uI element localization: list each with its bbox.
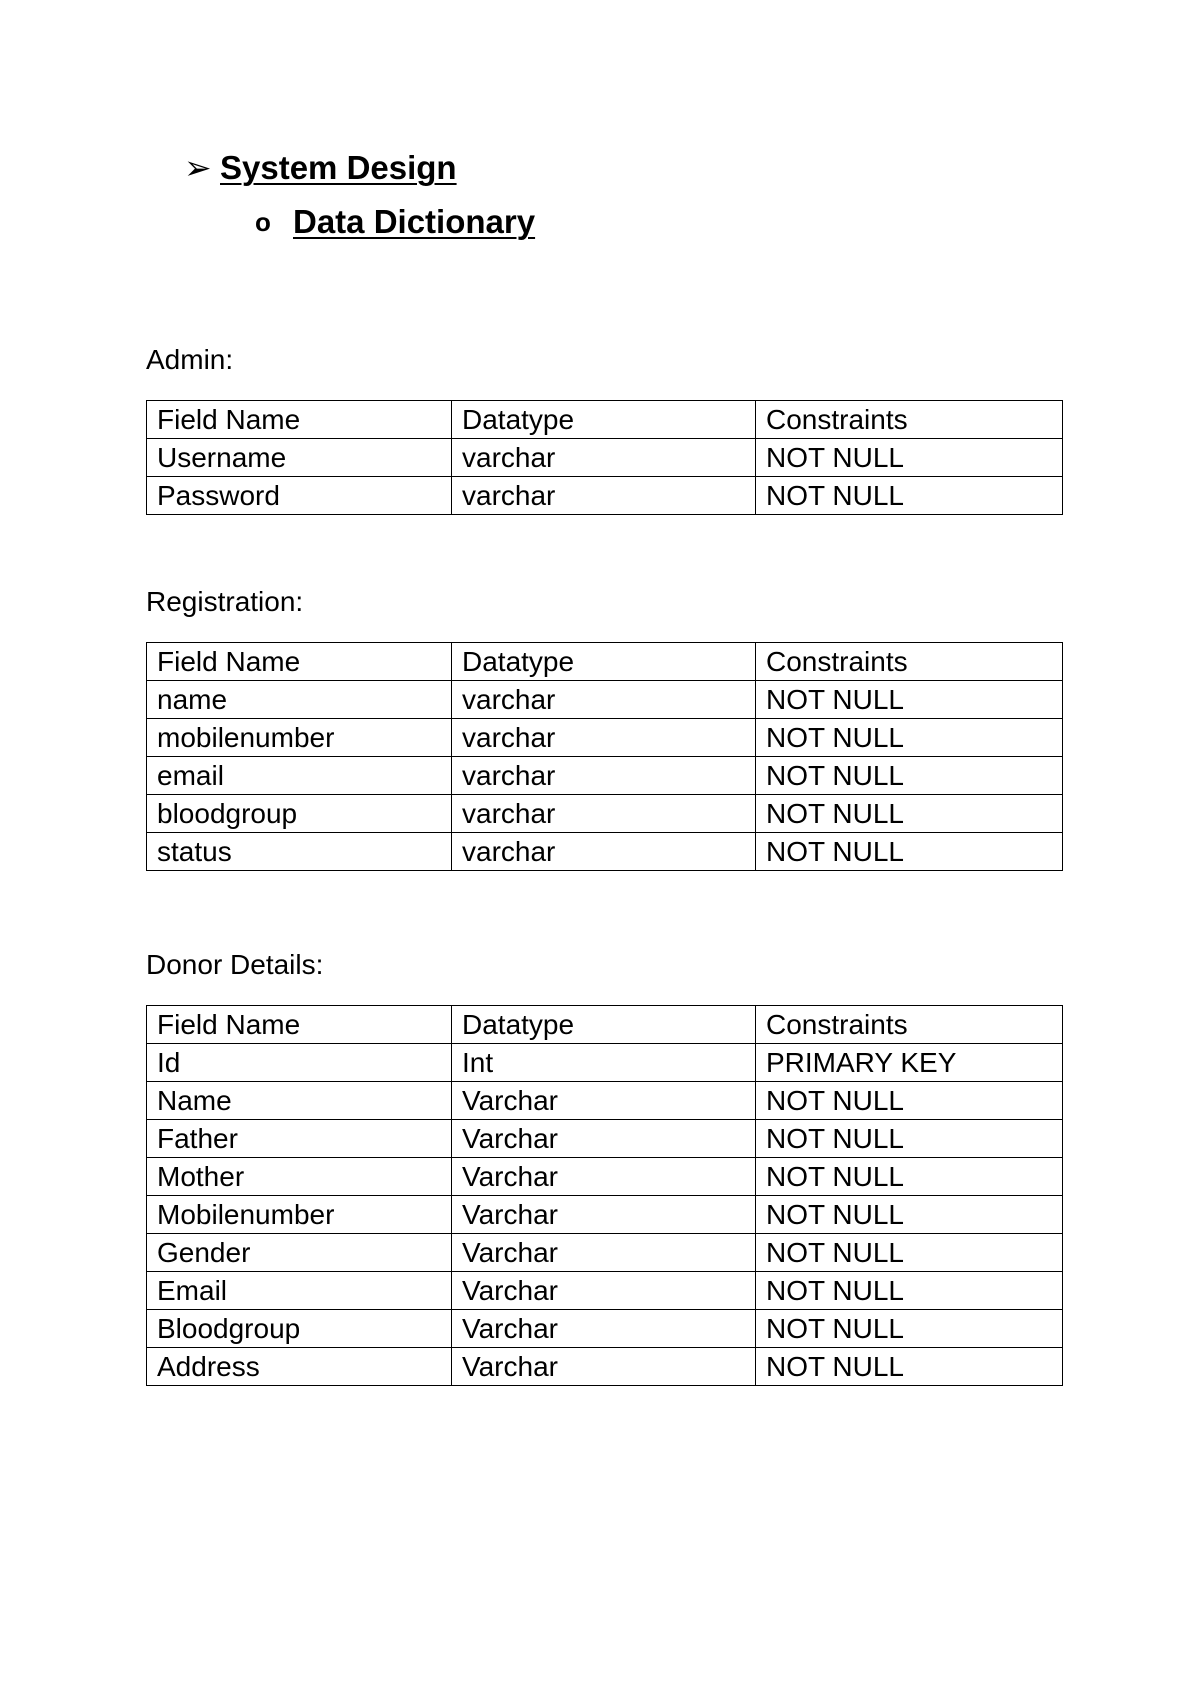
table-row [147, 757, 1063, 795]
table-cell: Mother [147, 1158, 452, 1196]
table-cell: NOT NULL [756, 795, 1063, 833]
table-cell: email [147, 757, 452, 795]
registration-table-label: Registration: [146, 586, 304, 617]
table-cell: Varchar [452, 1196, 756, 1234]
table-header-row [147, 643, 1063, 681]
table-cell: Varchar [452, 1272, 756, 1310]
header-cell: Datatype [452, 1006, 756, 1044]
table-header-row [147, 401, 1063, 439]
table-row [147, 1272, 1063, 1310]
table-cell: Id [147, 1044, 452, 1082]
registration-table [146, 642, 1063, 871]
admin-table [146, 400, 1063, 515]
table-cell: NOT NULL [756, 1272, 1063, 1310]
table-cell: Gender [147, 1234, 452, 1272]
table-row [147, 1044, 1063, 1082]
table-cell: varchar [452, 795, 756, 833]
table-cell: NOT NULL [756, 1234, 1063, 1272]
table-cell: varchar [452, 681, 756, 719]
table-cell: NOT NULL [756, 1158, 1063, 1196]
table-row [147, 1082, 1063, 1120]
donor-table-label: Donor Details: [146, 949, 324, 980]
heading-data-dictionary-text: Data Dictionary [293, 203, 536, 240]
table-cell: NOT NULL [756, 1196, 1063, 1234]
circle-bullet-icon: o [255, 207, 271, 237]
heading-system-design [184, 148, 457, 188]
table-cell: Varchar [452, 1120, 756, 1158]
table-cell: Password [147, 477, 452, 515]
header-cell: Constraints [756, 643, 1063, 681]
header-cell: Field Name [147, 401, 452, 439]
table-cell: name [147, 681, 452, 719]
table-row [147, 1234, 1063, 1272]
table-cell: varchar [452, 757, 756, 795]
table-cell: Varchar [452, 1158, 756, 1196]
table-row [147, 681, 1063, 719]
table-cell: Varchar [452, 1310, 756, 1348]
table-row [147, 1196, 1063, 1234]
table-cell: Varchar [452, 1348, 756, 1386]
table-cell: Mobilenumber [147, 1196, 452, 1234]
table-row [147, 1120, 1063, 1158]
table-row [147, 719, 1063, 757]
table-cell: NOT NULL [756, 477, 1063, 515]
table-cell: status [147, 833, 452, 871]
header-cell: Field Name [147, 1006, 452, 1044]
admin-table-label: Admin: [146, 344, 234, 375]
table-cell: Username [147, 439, 452, 477]
table-cell: bloodgroup [147, 795, 452, 833]
table-header-row [147, 1006, 1063, 1044]
table-cell: varchar [452, 439, 756, 477]
table-cell: varchar [452, 719, 756, 757]
table-row [147, 1158, 1063, 1196]
table-cell: Bloodgroup [147, 1310, 452, 1348]
table-cell: Email [147, 1272, 452, 1310]
heading-system-design-text: System Design [220, 149, 457, 186]
table-cell: Varchar [452, 1234, 756, 1272]
donor-details-table [146, 1005, 1063, 1386]
table-cell: NOT NULL [756, 1348, 1063, 1386]
table-cell: NOT NULL [756, 681, 1063, 719]
table-cell: NOT NULL [756, 1120, 1063, 1158]
header-cell: Constraints [756, 401, 1063, 439]
table-row [147, 833, 1063, 871]
table-cell: NOT NULL [756, 719, 1063, 757]
header-cell: Datatype [452, 401, 756, 439]
table-cell: NOT NULL [756, 757, 1063, 795]
table-row [147, 1310, 1063, 1348]
heading-data-dictionary [255, 202, 535, 242]
table-cell: NOT NULL [756, 1310, 1063, 1348]
header-cell: Field Name [147, 643, 452, 681]
table-cell: Address [147, 1348, 452, 1386]
header-cell: Constraints [756, 1006, 1063, 1044]
header-cell: Datatype [452, 643, 756, 681]
table-cell: NOT NULL [756, 833, 1063, 871]
arrow-bullet-icon: ➢ [184, 149, 212, 186]
table-cell: Int [452, 1044, 756, 1082]
table-cell: NOT NULL [756, 439, 1063, 477]
table-cell: varchar [452, 833, 756, 871]
table-cell: Varchar [452, 1082, 756, 1120]
table-cell: Name [147, 1082, 452, 1120]
table-cell: Father [147, 1120, 452, 1158]
table-cell: varchar [452, 477, 756, 515]
table-cell: mobilenumber [147, 719, 452, 757]
table-row [147, 439, 1063, 477]
table-row [147, 1348, 1063, 1386]
table-cell: PRIMARY KEY [756, 1044, 1063, 1082]
table-row [147, 477, 1063, 515]
table-row [147, 795, 1063, 833]
table-cell: NOT NULL [756, 1082, 1063, 1120]
